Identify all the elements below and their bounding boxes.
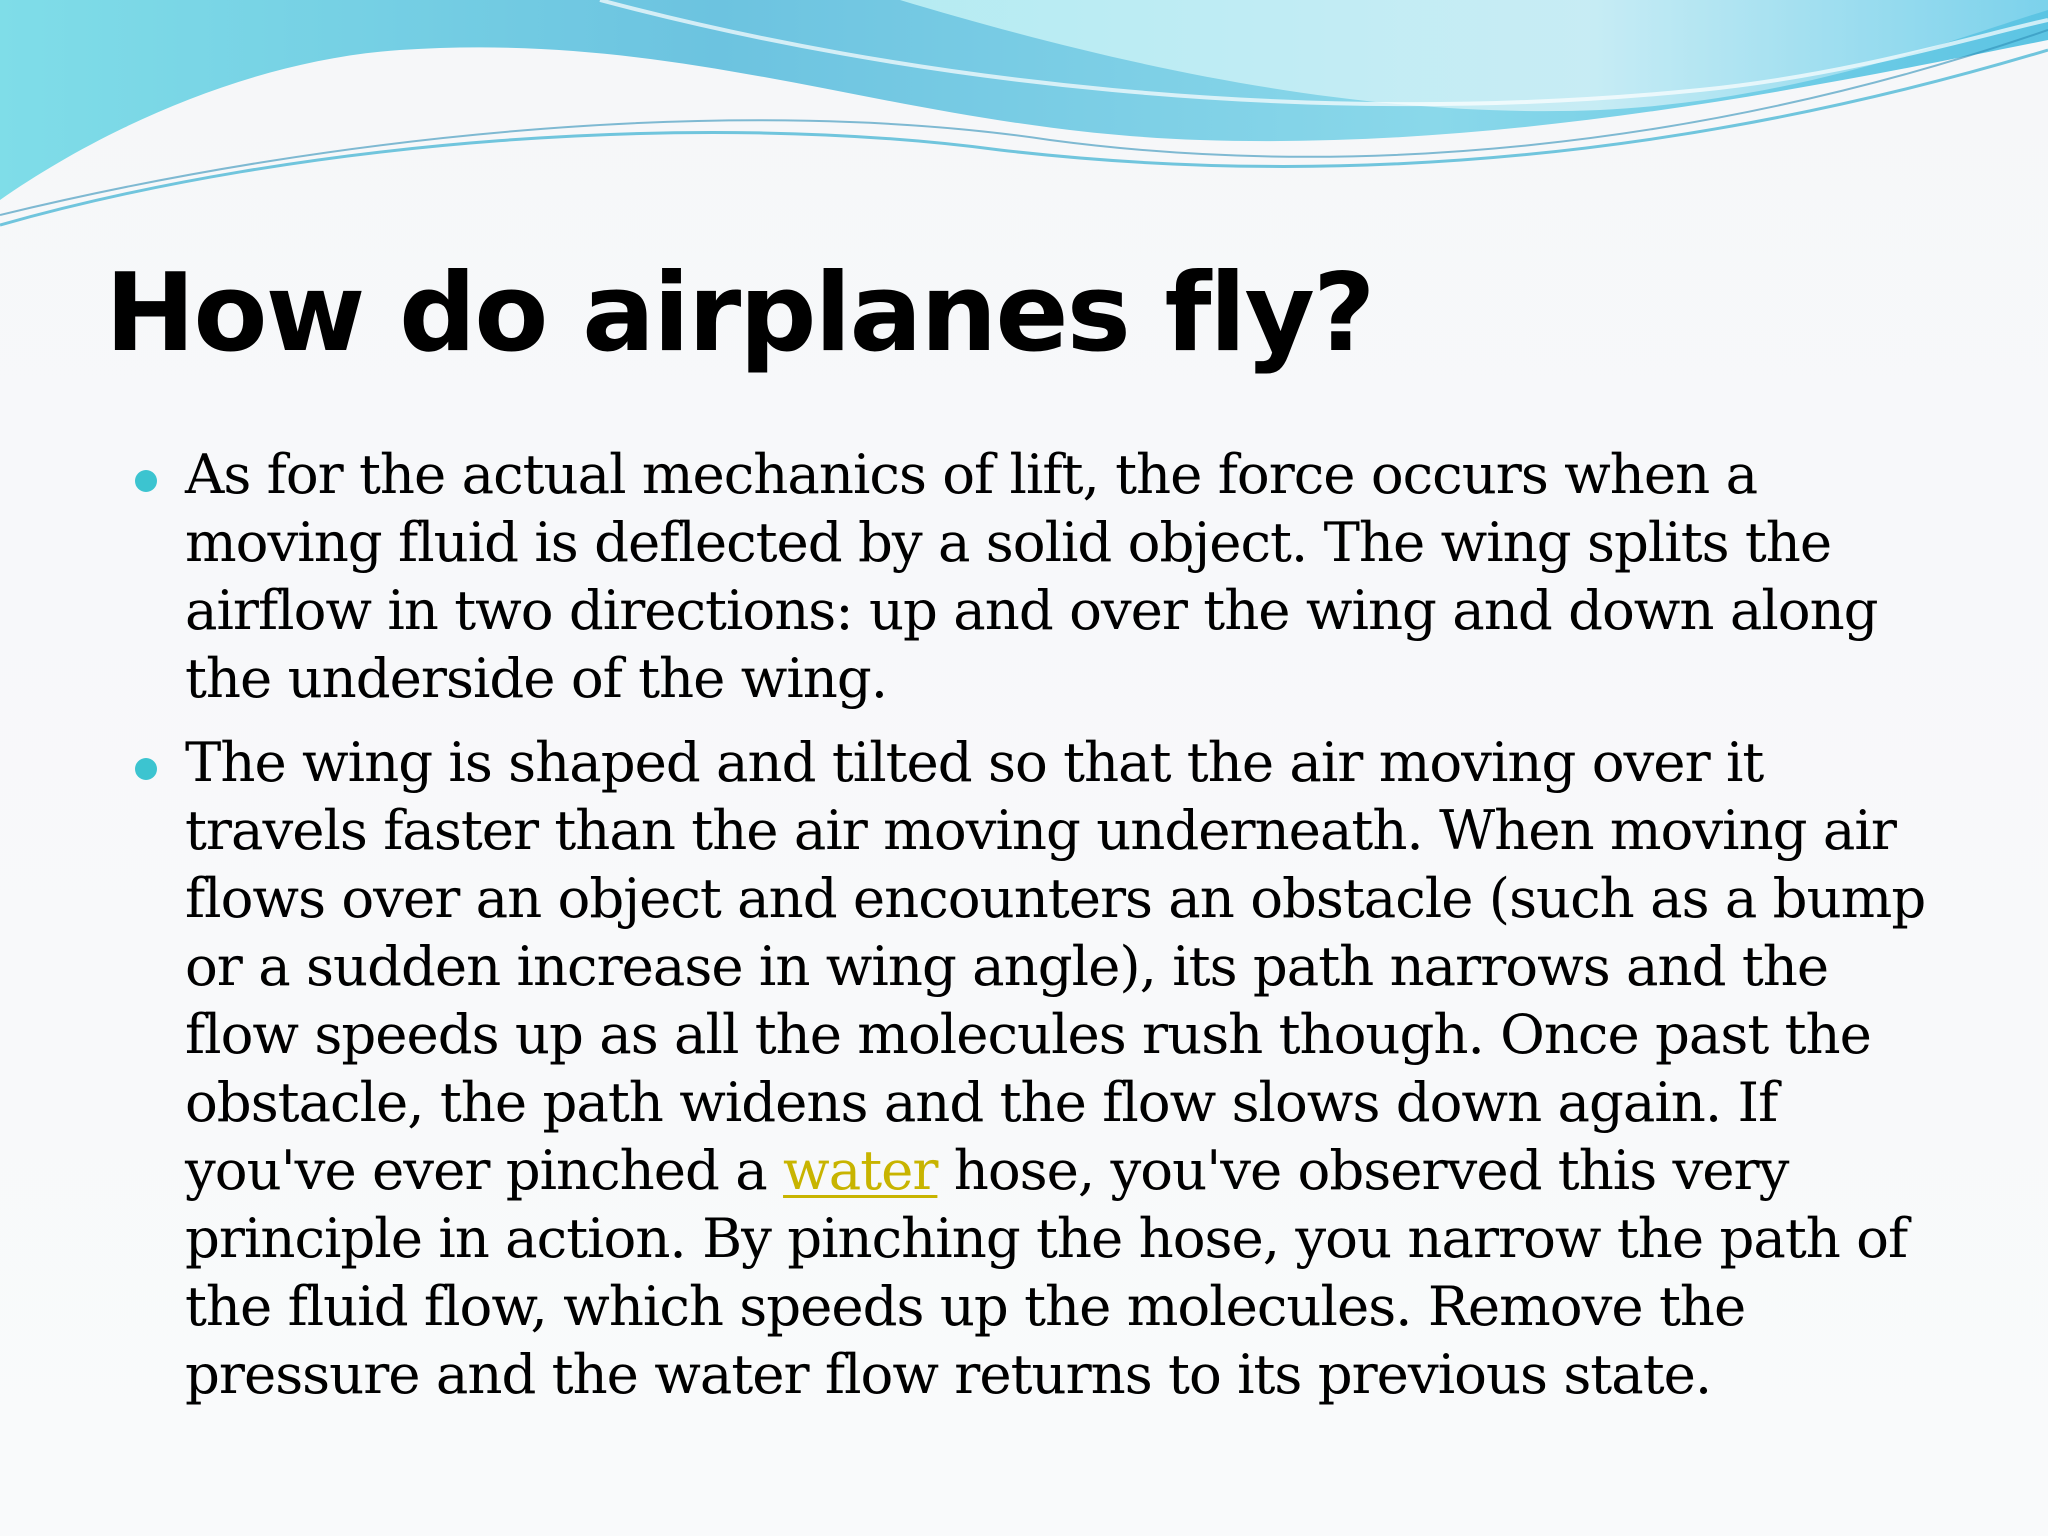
bullet-dot-icon (135, 470, 157, 492)
bullet-text-before-link: The wing is shaped and tilted so that the air moving over it travels faster than the air moving underneath. When moving air flows over an object and encounters an obstacle (such as a bump or a sudden increase in wing angle), its path narrows and the flow speeds up as all the molecules rush though. Once past the obstacle, the path widens and the flow slows down again. If you've ever pinched a (185, 730, 1926, 1202)
decorative-wave-header (0, 0, 2048, 260)
bullet-item-lift (135, 440, 1955, 712)
bullet-dot-icon (135, 758, 157, 780)
bullet-list (135, 440, 1955, 1424)
water-link[interactable]: water (783, 1138, 938, 1202)
bullet-item-wing-shape (135, 728, 1955, 1408)
bullet-text: As for the actual mechanics of lift, the force occurs when a moving fluid is deflected by a solid object. The wing splits the airflow in two directions: up and over the wing and down along the underside of the wing. (185, 442, 1878, 710)
slide-title: How do airplanes fly? (105, 251, 1374, 376)
bullet-text-after-link: hose, you've observed this very principle in action. By pinching the hose, you narrow the path of the fluid flow, which speeds up the molecules. Remove the pressure and the water flow returns to its previous state. (185, 1138, 1908, 1406)
